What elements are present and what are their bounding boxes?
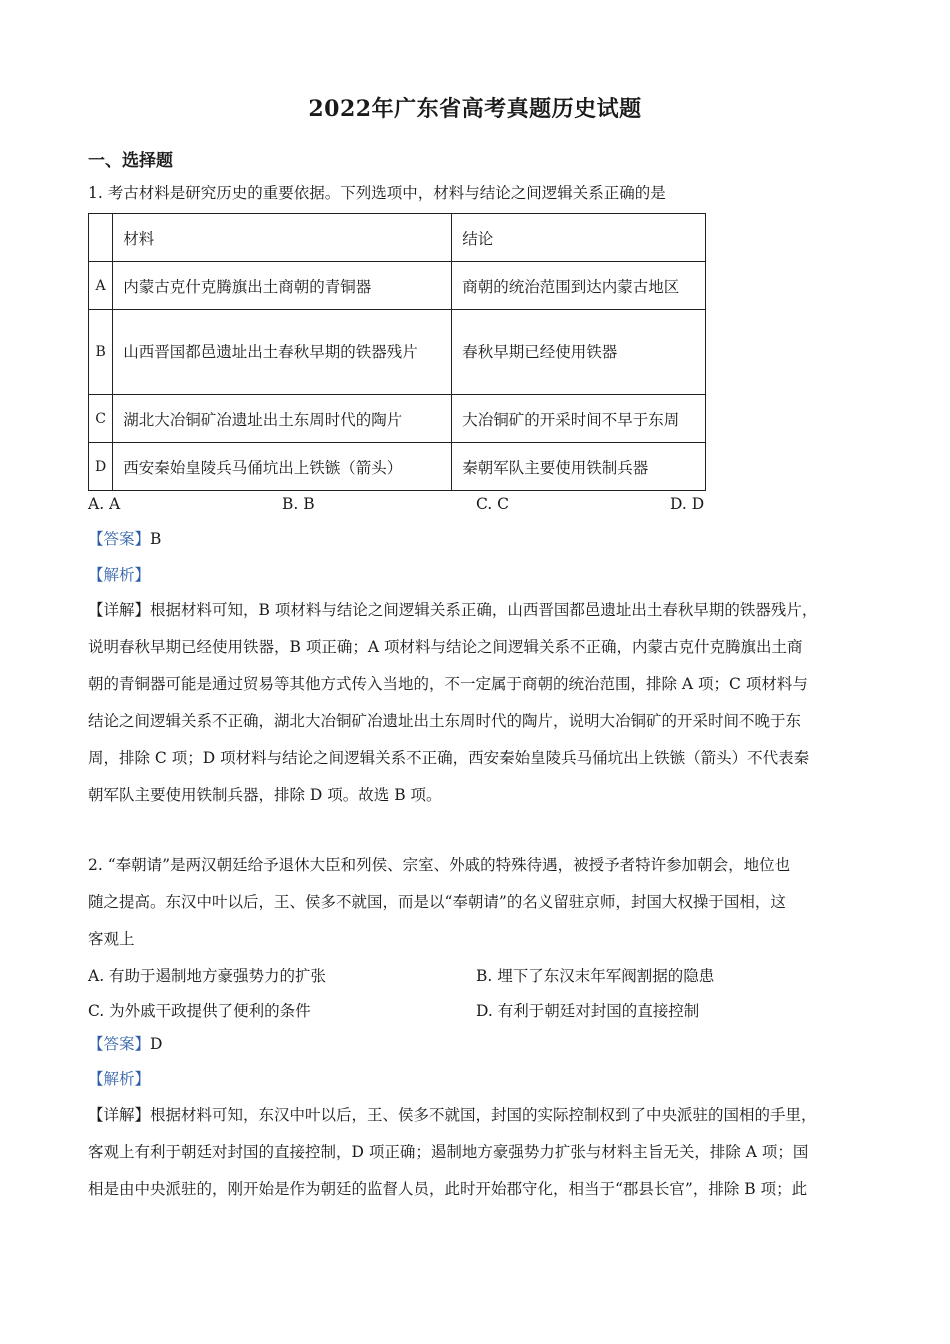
q1-option-b[interactable]: B. B <box>282 495 315 513</box>
q2-option-a[interactable]: A. 有助于遏制地方豪强势力的扩张 <box>88 967 327 985</box>
detail-text: 根据材料可知，B 项材料与结论之间逻辑关系正确，山西晋国都邑遗址出土春秋早期的铁器残片， <box>150 601 818 619</box>
detail-label: 【详解】 <box>88 601 151 619</box>
q1-detail-line: 周，排除 C 项；D 项材料与结论之间逻辑关系不正确，西安秦始皇陵兵马俑坑出上铁镞（箭头）不代表秦 <box>88 749 810 767</box>
q2-option-c[interactable]: C. 为外戚干政提供了便利的条件 <box>88 1002 311 1020</box>
table-row <box>89 310 706 395</box>
section-heading: 一、选择题 <box>88 151 173 171</box>
q1-option-a[interactable]: A. A <box>88 495 121 513</box>
row-material: 山西晋国都邑遗址出土春秋早期的铁器残片 <box>113 310 452 395</box>
table-row <box>89 443 706 491</box>
q1-stem: 1. 考古材料是研究历史的重要依据。下列选项中，材料与结论之间逻辑关系正确的是 <box>88 184 666 202</box>
row-key: C <box>89 395 113 443</box>
table-row <box>89 395 706 443</box>
q2-answer <box>88 1034 162 1054</box>
q1-detail-line: 朝军队主要使用铁制兵器，排除 D 项。故选 B 项。 <box>88 786 442 804</box>
q1-answer <box>88 529 161 549</box>
table-header-cell: 材料 <box>113 214 452 262</box>
answer-value: B <box>150 530 162 548</box>
row-conclusion: 大冶铜矿的开采时间不早于东周 <box>452 395 706 443</box>
page-title: 2022年广东省高考真题历史试题 <box>308 96 642 122</box>
q2-stem-line: 2. “奉朝请”是两汉朝廷给予退休大臣和列侯、宗室、外戚的特殊待遇，被授予者特许参加朝会，地位也 <box>88 856 791 874</box>
answer-label: 【答案】 <box>88 530 151 548</box>
q2-detail-line: 相是由中央派驻的，刚开始是作为朝廷的监督人员，此时开始郡守化，相当于“郡县长官”，排除 B 项；此 <box>88 1180 808 1198</box>
q1-option-d[interactable]: D. D <box>670 495 705 513</box>
q1-detail-line: 结论之间逻辑关系不正确，湖北大冶铜矿冶遗址出土东周时代的陶片，说明大冶铜矿的开采时间不晚于东 <box>88 712 802 730</box>
q1-detail-line: 说明春秋早期已经使用铁器，B 项正确；A 项材料与结论之间逻辑关系不正确，内蒙古克什克腾旗出土商 <box>88 638 803 656</box>
q2-detail-line <box>88 1105 817 1125</box>
row-material: 内蒙古克什克腾旗出土商朝的青铜器 <box>113 262 452 310</box>
row-conclusion: 春秋早期已经使用铁器 <box>452 310 706 395</box>
q2-analysis-label: 【解析】 <box>88 1070 151 1088</box>
answer-value: D <box>150 1035 163 1053</box>
q2-detail-line: 客观上有利于朝廷对封国的直接控制，D 项正确；遏制地方豪强势力扩张与材料主旨无关，排除 A 项；国 <box>88 1143 809 1161</box>
q2-stem-line: 随之提高。东汉中叶以后，王、侯多不就国，而是以“奉朝请”的名义留驻京师，封国大权操于国相，这 <box>88 893 786 911</box>
row-conclusion: 商朝的统治范围到达内蒙古地区 <box>452 262 706 310</box>
table-header-cell <box>89 214 113 262</box>
row-conclusion: 秦朝军队主要使用铁制兵器 <box>452 443 706 491</box>
q2-option-b[interactable]: B. 埋下了东汉末年军阀割据的隐患 <box>476 967 715 985</box>
table-row <box>89 262 706 310</box>
table-header-row <box>89 214 706 262</box>
answer-label: 【答案】 <box>88 1035 151 1053</box>
detail-label: 【详解】 <box>88 1106 151 1124</box>
row-material: 西安秦始皇陵兵马俑坑出上铁镞（箭头） <box>113 443 452 491</box>
row-key: A <box>89 262 113 310</box>
q1-detail-line <box>88 600 817 620</box>
detail-text: 根据材料可知，东汉中叶以后，王、侯多不就国，封国的实际控制权到了中央派驻的国相的手里， <box>150 1106 817 1124</box>
q2-option-d[interactable]: D. 有利于朝廷对封国的直接控制 <box>476 1002 700 1020</box>
q1-table <box>88 213 706 491</box>
q1-analysis-label: 【解析】 <box>88 566 151 584</box>
row-key: D <box>89 443 113 491</box>
row-key: B <box>89 310 113 395</box>
q2-stem-line: 客观上 <box>88 930 135 948</box>
q1-detail-line: 朝的青铜器可能是通过贸易等其他方式传入当地的，不一定属于商朝的统治范围，排除 A 项；C 项材料与 <box>88 675 808 693</box>
q1-option-c[interactable]: C. C <box>476 495 510 513</box>
table-header-cell: 结论 <box>452 214 706 262</box>
row-material: 湖北大冶铜矿冶遗址出土东周时代的陶片 <box>113 395 452 443</box>
